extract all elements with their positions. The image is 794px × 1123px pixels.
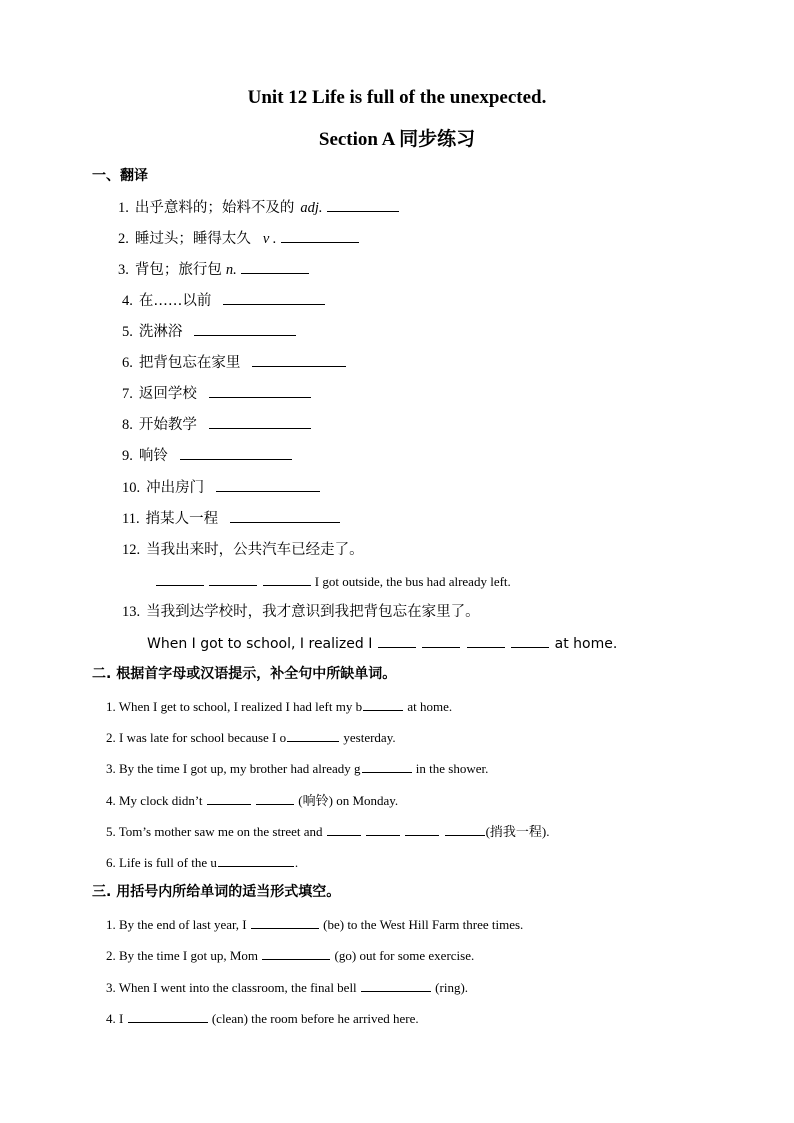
answer-blank[interactable] [467,633,505,648]
translation-item [122,414,312,435]
answer-blank[interactable] [209,383,311,398]
translation-item [122,602,480,622]
exercise-item [106,1008,419,1029]
translation-item [118,228,360,249]
sentence-tail: (be) to the West Hill Farm three times. [323,917,524,932]
sentence-head: 1. When I get to school, I realized I had left my b [106,699,363,714]
item-text: 出乎意料的；始料不及的 [134,200,295,216]
item-text: 把背包忘在家里 [138,355,241,371]
item-text: 开始教学 [138,417,197,433]
translation-item [118,259,310,280]
exercise-item [106,977,468,998]
sentence-head: 3. When I went into the classroom, the final bell [106,980,357,995]
item-text: 当我到达学校时，我才意识到我把背包忘在家里了。 [146,604,480,620]
sentence-head: 4. My clock didn’t [106,793,203,808]
item-number: 3. [118,262,129,278]
translation-item [122,290,326,311]
answer-blank[interactable] [262,945,330,960]
sentence-tail: (响铃) on Monday. [298,793,399,808]
sentence-head: 1. By the end of last year, I [106,917,247,932]
sentence-tail: (go) out for some exercise. [334,948,475,963]
translation-answer-line [147,633,617,654]
exercise-item [106,758,488,779]
item-number: 13. [122,604,141,620]
sentence-tail: at home. [407,699,453,714]
translation-item [122,445,293,466]
answer-blank[interactable] [327,821,361,836]
answer-blank[interactable] [405,821,439,836]
exercise-item [106,852,298,873]
item-text: 当我出来时，公共汽车已经走了。 [146,542,364,558]
section-heading-word-forms: 三. 用括号内所给单词的适当形式填空。 [92,884,341,900]
answer-blank[interactable] [223,290,325,305]
answer-blank[interactable] [256,790,294,805]
answer-blank[interactable] [263,571,311,586]
sentence-head: 5. Tom’s mother saw me on the street and [106,824,323,839]
sentence-tail: I got outside, the bus had already left. [314,574,511,589]
sentence-head: 3. By the time I got up, my brother had already g [106,761,361,776]
sentence-tail: yesterday. [343,730,396,745]
sentence-tail: . [294,855,299,870]
translation-item [118,197,400,218]
translation-item [122,477,321,498]
translation-answer-line [155,571,511,592]
part-of-speech: v . [262,231,277,247]
translation-item [122,383,312,404]
item-text: 返回学校 [138,386,197,402]
item-text: 捎某人一程 [145,511,219,527]
page-subtitle: Section A 同步练习 [318,129,476,150]
answer-blank[interactable] [218,852,294,867]
sentence-head: 2. By the time I got up, Mom [106,948,259,963]
item-text: 洗淋浴 [138,324,183,340]
exercise-item [106,727,396,748]
section-heading-translation: 一、翻译 [92,168,148,184]
answer-blank[interactable] [209,414,311,429]
translation-item [122,352,347,373]
answer-blank[interactable] [445,821,485,836]
sentence-head: When I got to school, I realized I [147,636,373,652]
answer-blank[interactable] [363,696,403,711]
answer-blank[interactable] [251,914,319,929]
item-number: 4. [122,293,133,309]
sentence-tail: (clean) the room before he arrived here. [211,1011,419,1026]
part-of-speech: adj. [300,200,323,216]
sentence-head: 4. I [106,1011,124,1026]
answer-blank[interactable] [180,445,292,460]
item-number: 6. [122,355,133,371]
exercise-item [106,914,523,935]
answer-blank[interactable] [361,977,431,992]
item-text: 响铃 [138,448,168,464]
answer-blank[interactable] [156,571,204,586]
answer-blank[interactable] [216,477,320,492]
page-title: Unit 12 Life is full of the unexpected. [247,87,547,108]
answer-blank[interactable] [194,321,296,336]
answer-blank[interactable] [378,633,416,648]
item-number: 5. [122,324,133,340]
item-number: 8. [122,417,133,433]
translation-item [122,321,297,342]
sentence-head: 6. Life is full of the u [106,855,217,870]
item-text: 背包；旅行包 [134,262,222,278]
item-number: 12. [122,542,141,558]
sentence-tail: at home. [554,636,618,652]
item-text: 在……以前 [138,293,212,309]
answer-blank[interactable] [422,633,460,648]
answer-blank[interactable] [511,633,549,648]
exercise-item [106,945,474,966]
item-text: 冲出房门 [146,480,205,496]
sentence-head: 2. I was late for school because I o [106,730,287,745]
item-number: 9. [122,448,133,464]
part-of-speech: n. [225,262,237,278]
exercise-item [106,790,398,811]
answer-blank[interactable] [207,790,251,805]
answer-blank[interactable] [209,571,257,586]
answer-blank[interactable] [230,508,340,523]
item-number: 1. [118,200,129,216]
translation-item [122,508,341,529]
section-heading-fill-words: 二. 根据首字母或汉语提示，补全句中所缺单词。 [92,666,397,682]
translation-item [122,540,364,560]
sentence-tail: (捎我一程). [485,824,550,839]
answer-blank[interactable] [287,727,339,742]
item-number: 2. [118,231,129,247]
exercise-item [106,696,452,717]
sentence-tail: (ring). [435,980,469,995]
answer-blank[interactable] [128,1008,208,1023]
answer-blank[interactable] [241,259,309,274]
answer-blank[interactable] [366,821,400,836]
item-text: 睡过头；睡得太久 [134,231,251,247]
sentence-tail: in the shower. [415,761,489,776]
answer-blank[interactable] [252,352,346,367]
item-number: 11. [122,511,140,527]
answer-blank[interactable] [281,228,359,243]
answer-blank[interactable] [362,758,412,773]
exercise-item [106,821,549,842]
item-number: 7. [122,386,133,402]
item-number: 10. [122,480,141,496]
answer-blank[interactable] [327,197,399,212]
